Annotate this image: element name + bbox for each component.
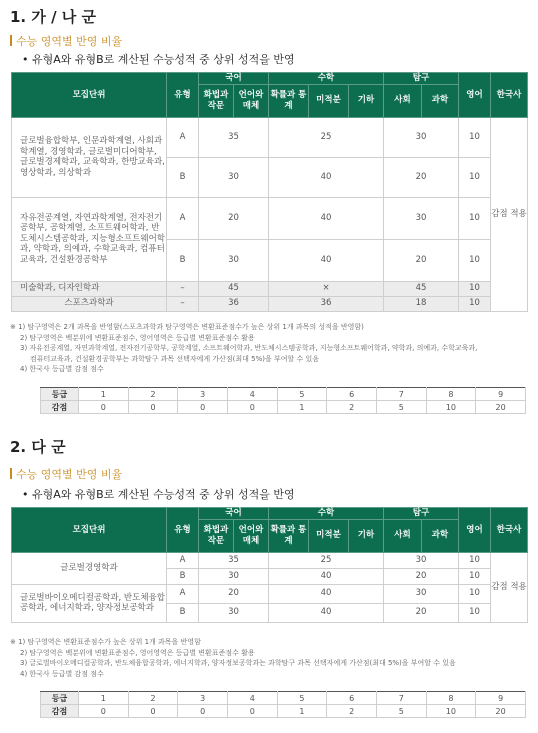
section-2-subtitle-text: 수능 영역별 반영 비율 bbox=[16, 468, 123, 481]
header-history: 한국사 bbox=[491, 508, 528, 553]
math-cell: 25 bbox=[269, 117, 384, 157]
math-cell: 40 bbox=[269, 197, 384, 239]
english-cell: 10 bbox=[459, 296, 491, 311]
header-i1: 사회 bbox=[384, 84, 422, 117]
grade-cell: 2 bbox=[128, 388, 178, 401]
header-english: 영어 bbox=[459, 508, 491, 553]
section-1-bullet: • 유형A와 유형B로 계산된 수능성적 중 상위 성적을 반영 bbox=[22, 53, 295, 66]
korean-cell: 30 bbox=[199, 603, 269, 622]
english-cell: 10 bbox=[459, 568, 491, 584]
header-history: 한국사 bbox=[491, 73, 528, 118]
grade-cell: 4 bbox=[227, 388, 277, 401]
inquiry-cell: 18 bbox=[384, 296, 459, 311]
note-line: 3) 글로벌바이오메디컬공학과, 반도체융합공학과, 에너지학과, 양자정보공학과는 과학탐구 과목 선택자에게 가산점(최대 5%)을 부여할 수 있음 bbox=[20, 659, 456, 667]
inquiry-cell: 30 bbox=[384, 117, 459, 157]
inquiry-cell: 45 bbox=[384, 281, 459, 296]
english-cell: 10 bbox=[459, 603, 491, 622]
header-m2: 미적분 bbox=[309, 519, 349, 552]
section-2-bullet: • 유형A와 유형B로 계산된 수능성적 중 상위 성적을 반영 bbox=[22, 488, 295, 501]
grade-cell: 8 bbox=[426, 692, 476, 705]
type-cell: A bbox=[167, 584, 199, 603]
deduct-cell: 0 bbox=[178, 401, 228, 414]
math-cell: 40 bbox=[269, 157, 384, 197]
deduct-label: 감점 bbox=[41, 401, 79, 414]
grade-cell: 5 bbox=[277, 692, 327, 705]
grade-cell: 2 bbox=[128, 692, 178, 705]
units-group-2: 자유전공계열, 자연과학계열, 전자전기공학부, 공학계열, 소프트웨어학과, 반도체시스템공학과, 지능형소프트웨어학과, 약학과, 의예과, 수학교육과, 컴퓨터교육과, 건설환경공학부 bbox=[12, 197, 167, 281]
deduct-cell: 0 bbox=[79, 401, 129, 414]
math-cell: 25 bbox=[269, 552, 384, 568]
grade-cell: 7 bbox=[376, 388, 426, 401]
grade-cell: 3 bbox=[178, 692, 228, 705]
deduct-cell: 2 bbox=[327, 705, 377, 718]
grade-cell: 3 bbox=[178, 388, 228, 401]
type-cell: B bbox=[167, 568, 199, 584]
deduct-cell: 0 bbox=[128, 705, 178, 718]
units-art: 미술학과, 디자인학과 bbox=[12, 281, 167, 296]
deduct-cell: 10 bbox=[426, 401, 476, 414]
type-cell: A bbox=[167, 552, 199, 568]
header-m1: 확률과 통계 bbox=[269, 84, 309, 117]
note-line: ※ 1) 탐구영역은 변환표준점수가 높은 상위 1개 과목을 반영함 bbox=[10, 638, 201, 646]
section-2-grade-table bbox=[40, 691, 526, 718]
grade-cell: 6 bbox=[327, 692, 377, 705]
korean-cell: 20 bbox=[199, 584, 269, 603]
type-cell: A bbox=[167, 117, 199, 157]
header-k1: 화법과 작문 bbox=[199, 519, 234, 552]
inquiry-cell: 20 bbox=[384, 603, 459, 622]
header-i1: 사회 bbox=[384, 519, 422, 552]
english-cell: 10 bbox=[459, 281, 491, 296]
header-i2: 과학 bbox=[422, 519, 459, 552]
header-k2: 언어와 매체 bbox=[234, 84, 269, 117]
korean-cell: 35 bbox=[199, 552, 269, 568]
section-1-grade-table bbox=[40, 387, 526, 414]
header-k1: 화법과 작문 bbox=[199, 84, 234, 117]
section-1-subtitle-text: 수능 영역별 반영 비율 bbox=[16, 35, 123, 48]
korean-cell: 30 bbox=[199, 239, 269, 281]
math-cell: 40 bbox=[269, 239, 384, 281]
grade-label: 등급 bbox=[41, 692, 79, 705]
note-line: 2) 탐구영역은 백분위에 변환표준점수, 영어영역은 등급별 변환표준점수 활용 bbox=[20, 648, 255, 657]
deduct-cell: 0 bbox=[227, 401, 277, 414]
history-cell: 감점 적용 bbox=[491, 117, 528, 311]
grade-cell: 5 bbox=[277, 388, 327, 401]
inquiry-cell: 20 bbox=[384, 157, 459, 197]
section-2-title: 2. 다 군 bbox=[10, 438, 66, 456]
grade-cell: 1 bbox=[79, 692, 129, 705]
header-english: 영어 bbox=[459, 73, 491, 118]
section-2-notes bbox=[10, 637, 456, 679]
inquiry-cell: 20 bbox=[384, 239, 459, 281]
math-cell: 40 bbox=[269, 584, 384, 603]
grade-cell: 1 bbox=[79, 388, 129, 401]
note-line: 3) 자유전공계열, 자연과학계열, 전자전기공학부, 공학계열, 소프트웨어학과, 반도체시스템공학과, 지능형소프트웨어학과, 약학과, 의예과, 수학교육과, bbox=[20, 344, 478, 352]
header-m3: 기하 bbox=[349, 519, 384, 552]
deduct-cell: 2 bbox=[327, 401, 377, 414]
grade-cell: 6 bbox=[327, 388, 377, 401]
deduct-cell: 5 bbox=[376, 705, 426, 718]
units-group-1: 글로벌융합학부, 인문과학계열, 사회과학계열, 경영학과, 글로벌미디어학부, 글로벌경제학과, 교육학과, 한방교육과, 영상학과, 의상학과 bbox=[12, 117, 167, 197]
header-korean: 국어 bbox=[199, 508, 269, 520]
header-i2: 과학 bbox=[422, 84, 459, 117]
korean-cell: 36 bbox=[199, 296, 269, 311]
english-cell: 10 bbox=[459, 584, 491, 603]
grade-cell: 9 bbox=[476, 692, 526, 705]
header-units: 모집단위 bbox=[12, 73, 167, 118]
math-cell: × bbox=[269, 281, 384, 296]
deduct-cell: 1 bbox=[277, 705, 327, 718]
section-1-notes bbox=[10, 322, 477, 375]
grade-cell: 7 bbox=[376, 692, 426, 705]
deduct-cell: 0 bbox=[227, 705, 277, 718]
header-m2: 미적분 bbox=[309, 84, 349, 117]
section-1-title: 1. 가 / 나 군 bbox=[10, 8, 96, 26]
grade-cell: 9 bbox=[476, 388, 526, 401]
note-line: 4) 한국사 등급별 감점 점수 bbox=[20, 669, 104, 678]
math-cell: 40 bbox=[269, 568, 384, 584]
deduct-cell: 1 bbox=[277, 401, 327, 414]
grade-cell: 8 bbox=[426, 388, 476, 401]
header-type: 유형 bbox=[167, 73, 199, 118]
english-cell: 10 bbox=[459, 197, 491, 239]
history-cell: 감점 적용 bbox=[491, 552, 528, 622]
grade-label: 등급 bbox=[41, 388, 79, 401]
section-1-subtitle bbox=[10, 33, 122, 49]
header-units: 모집단위 bbox=[12, 508, 167, 553]
korean-cell: 45 bbox=[199, 281, 269, 296]
accent-bar bbox=[10, 468, 12, 479]
type-cell: A bbox=[167, 197, 199, 239]
math-cell: 40 bbox=[269, 603, 384, 622]
grade-cell: 4 bbox=[227, 692, 277, 705]
inquiry-cell: 30 bbox=[384, 197, 459, 239]
english-cell: 10 bbox=[459, 117, 491, 157]
note-line: 4) 한국사 등급별 감점 점수 bbox=[20, 365, 104, 373]
header-math: 수학 bbox=[269, 73, 384, 85]
korean-cell: 30 bbox=[199, 157, 269, 197]
type-cell: B bbox=[167, 239, 199, 281]
type-cell: – bbox=[167, 296, 199, 311]
korean-cell: 35 bbox=[199, 117, 269, 157]
note-line: 컴퓨터교육과, 건설환경공학부는 과학탐구 과목 선택자에게 가산점(최대 5%)을 부여할 수 있음 bbox=[30, 354, 320, 363]
header-korean: 국어 bbox=[199, 73, 269, 85]
header-type: 유형 bbox=[167, 508, 199, 553]
korean-cell: 30 bbox=[199, 568, 269, 584]
units-group-2: 글로벌바이오메디컬공학과, 반도체융합공학과, 에너지학과, 양자정보공학과 bbox=[12, 584, 167, 622]
header-m1: 확률과 통계 bbox=[269, 519, 309, 552]
deduct-cell: 10 bbox=[426, 705, 476, 718]
deduct-cell: 0 bbox=[178, 705, 228, 718]
note-line: 2) 탐구영역은 백분위에 변환표준점수, 영어영역은 등급별 변환표준점수 활용 bbox=[20, 333, 255, 342]
deduct-cell: 5 bbox=[376, 401, 426, 414]
header-m3: 기하 bbox=[349, 84, 384, 117]
type-cell: – bbox=[167, 281, 199, 296]
accent-bar bbox=[10, 35, 12, 46]
note-line: ※ 1) 탐구영역은 2개 과목을 반영함(스포츠과학과 탐구영역은 변환표준점수가 높은 상위 1개 과목의 성적을 반영함) bbox=[10, 323, 364, 331]
inquiry-cell: 20 bbox=[384, 568, 459, 584]
deduct-cell: 20 bbox=[476, 705, 526, 718]
deduct-cell: 20 bbox=[476, 401, 526, 414]
header-math: 수학 bbox=[269, 508, 384, 520]
header-k2: 언어와 매체 bbox=[234, 519, 269, 552]
english-cell: 10 bbox=[459, 552, 491, 568]
section-2-ratio-table bbox=[11, 507, 528, 623]
section-2-subtitle bbox=[10, 466, 122, 482]
korean-cell: 20 bbox=[199, 197, 269, 239]
type-cell: B bbox=[167, 157, 199, 197]
english-cell: 10 bbox=[459, 157, 491, 197]
math-cell: 36 bbox=[269, 296, 384, 311]
units-group-1: 글로벌경영학과 bbox=[12, 552, 167, 584]
deduct-cell: 0 bbox=[128, 401, 178, 414]
header-inquiry: 탐구 bbox=[384, 508, 459, 520]
inquiry-cell: 30 bbox=[384, 552, 459, 568]
type-cell: B bbox=[167, 603, 199, 622]
deduct-cell: 0 bbox=[79, 705, 129, 718]
section-1-ratio-table bbox=[11, 72, 528, 312]
inquiry-cell: 30 bbox=[384, 584, 459, 603]
header-inquiry: 탐구 bbox=[384, 73, 459, 85]
english-cell: 10 bbox=[459, 239, 491, 281]
units-sports: 스포츠과학과 bbox=[12, 296, 167, 311]
deduct-label: 감점 bbox=[41, 705, 79, 718]
